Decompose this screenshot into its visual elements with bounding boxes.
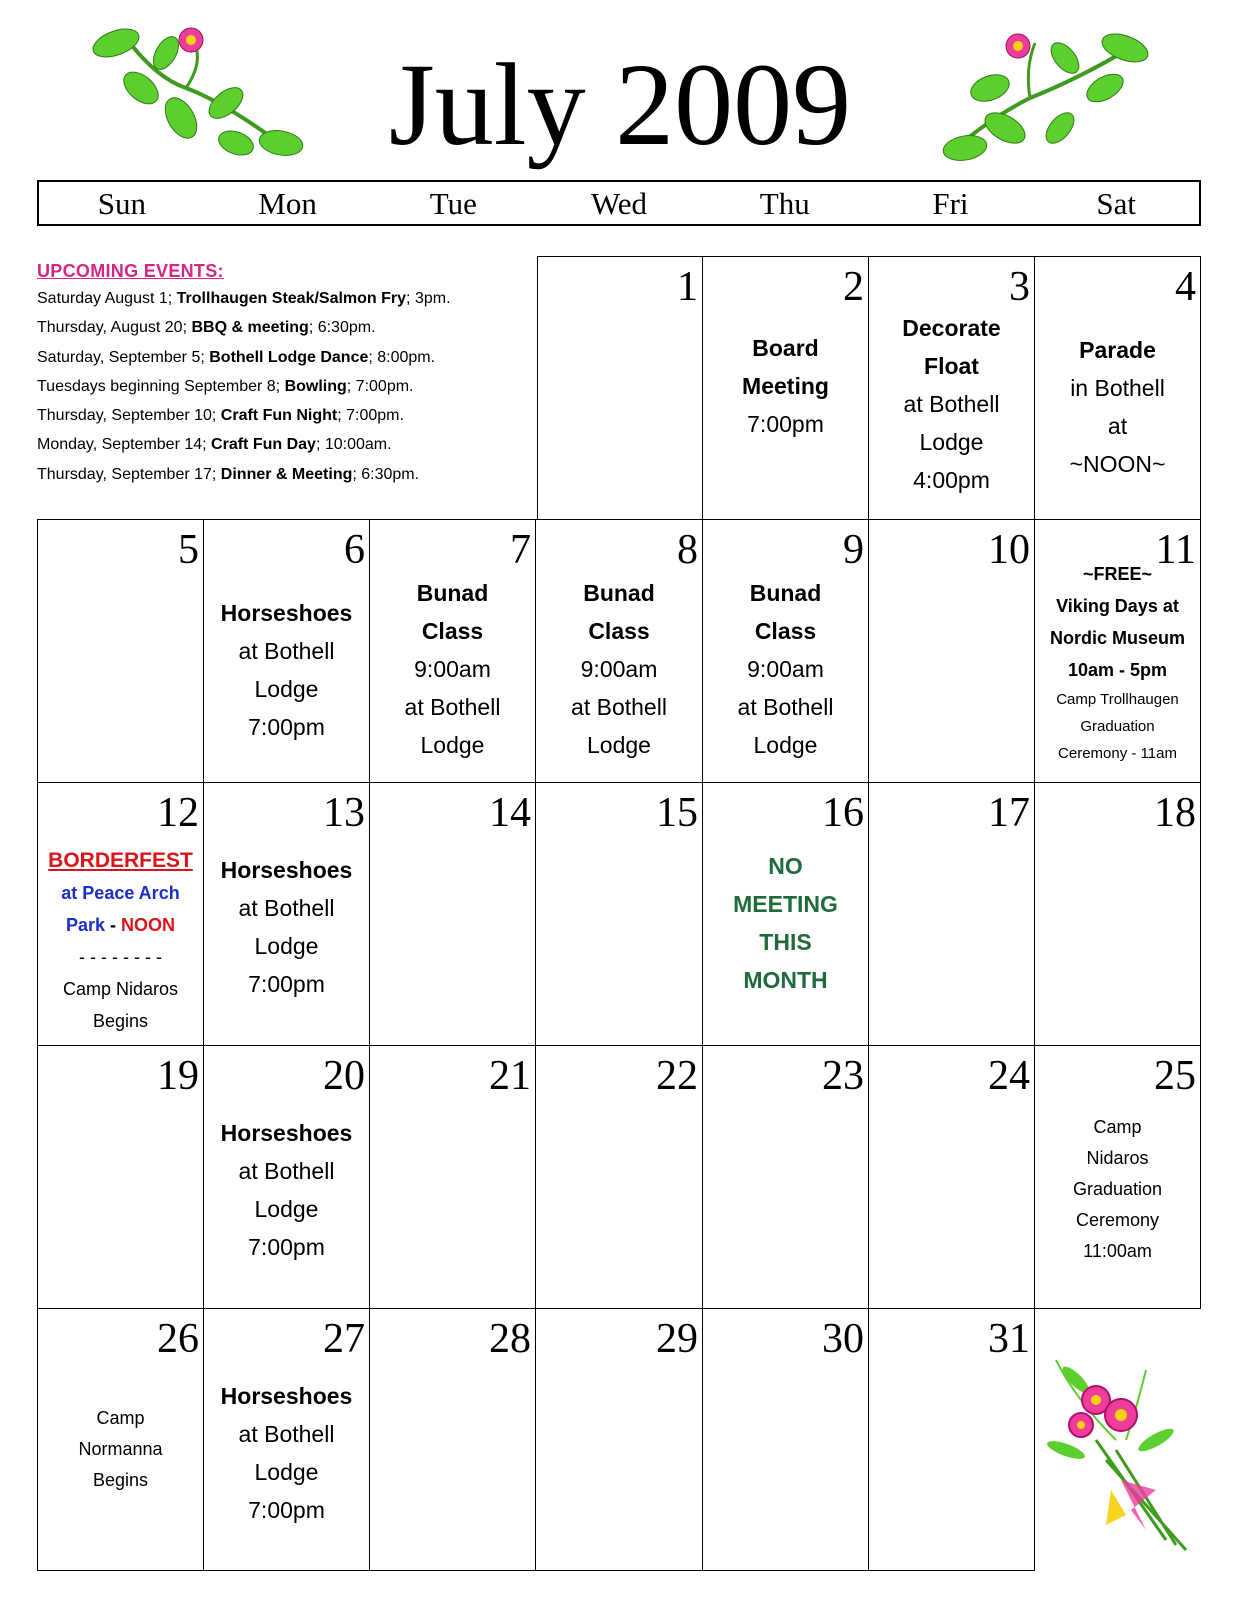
event-text: at — [1107, 413, 1128, 439]
event-title: Class — [421, 618, 484, 644]
day-cell-4 — [1034, 256, 1201, 520]
day-number: 7 — [510, 527, 531, 573]
upcoming-events-heading: UPCOMING EVENTS: — [37, 261, 224, 281]
notice-text: THIS — [759, 929, 812, 955]
event-text: Begins — [92, 1470, 149, 1490]
event-text: Ceremony - 11am — [1058, 745, 1177, 762]
day-cell-12 — [37, 782, 204, 1046]
day-number: 25 — [1154, 1053, 1196, 1099]
day-number: 22 — [656, 1053, 698, 1099]
day-cell-21 — [369, 1045, 536, 1309]
weekday-mon: Mon — [258, 186, 317, 221]
notice-text: NO — [768, 853, 803, 879]
day-number: 29 — [656, 1316, 698, 1362]
day-cell-5 — [37, 519, 204, 783]
event-time: 7:00pm — [248, 1234, 325, 1260]
weekday-fri: Fri — [932, 186, 969, 221]
event-item: Monday, September 14; Craft Fun Day; 10:00am. — [37, 436, 392, 454]
event-text: Nidaros — [1086, 1148, 1149, 1168]
day-number: 13 — [323, 790, 365, 836]
borderfest-title: BORDERFEST — [48, 849, 193, 872]
event-text: at Bothell — [903, 391, 1000, 417]
event-text: Graduation — [1072, 1179, 1163, 1199]
day-cell-20 — [203, 1045, 370, 1309]
event-text: Camp Nidaros — [62, 979, 179, 999]
event-title: Bunad — [416, 580, 489, 606]
event-text: Lodge — [420, 732, 485, 758]
day-number: 30 — [822, 1316, 864, 1362]
event-text: at Bothell — [238, 895, 335, 921]
event-time: ~NOON~ — [1069, 451, 1166, 477]
day-number: 15 — [656, 790, 698, 836]
day-cell-1 — [537, 256, 703, 520]
event-title: Horseshoes — [220, 600, 353, 626]
event-title: Decorate — [902, 315, 1001, 341]
upcoming-events — [37, 258, 537, 489]
day-cell-19 — [37, 1045, 204, 1309]
event-text: Camp — [1093, 1117, 1142, 1137]
day-number: 12 — [157, 790, 199, 836]
day-number: 24 — [988, 1053, 1030, 1099]
event-text: at Bothell — [238, 1421, 335, 1447]
day-cell-28 — [369, 1308, 536, 1571]
flower-bouquet-icon — [1036, 1340, 1206, 1560]
event-text: at Bothell — [238, 638, 335, 664]
weekday-wed: Wed — [590, 186, 648, 221]
event-time: 7:00pm — [248, 971, 325, 997]
day-number: 4 — [1175, 264, 1196, 310]
day-cell-18 — [1034, 782, 1201, 1046]
event-text: at Bothell — [404, 694, 501, 720]
day-number: 21 — [489, 1053, 531, 1099]
day-cell-7 — [369, 519, 536, 783]
event-title: Bunad — [583, 580, 655, 606]
day-cell-17 — [868, 782, 1035, 1046]
day-cell-3 — [868, 256, 1035, 520]
event-title: Parade — [1079, 337, 1156, 363]
flower-vine-icon — [930, 18, 1160, 168]
day-number: 20 — [323, 1053, 365, 1099]
event-text: Lodge — [753, 732, 818, 758]
event-text: Camp — [96, 1408, 145, 1428]
day-number: 2 — [843, 264, 864, 310]
event-text: Camp Trollhaugen — [1056, 691, 1179, 708]
calendar-title: July 2009 — [388, 39, 852, 170]
event-text: Park - NOON — [65, 915, 176, 935]
event-text: Ceremony — [1075, 1210, 1160, 1230]
event-time: 9:00am — [580, 656, 658, 682]
event-time: 4:00pm — [913, 467, 990, 493]
day-number: 19 — [157, 1053, 199, 1099]
event-time: 7:00pm — [747, 411, 824, 437]
event-time: 7:00pm — [248, 1497, 325, 1523]
day-cell-16 — [702, 782, 869, 1046]
event-text: Lodge — [254, 676, 319, 702]
event-text: at Peace Arch — [61, 883, 180, 903]
event-title: Nordic Museum — [1049, 628, 1186, 648]
day-cell-29 — [535, 1308, 703, 1571]
event-text: Lodge — [919, 429, 984, 455]
day-number: 17 — [988, 790, 1030, 836]
event-text: Normanna — [78, 1439, 163, 1459]
event-title: Meeting — [742, 373, 829, 399]
event-item: Saturday August 1; Trollhaugen Steak/Salmon Fry; 3pm. — [37, 290, 451, 307]
day-number: 14 — [489, 790, 531, 836]
notice-text: MEETING — [733, 891, 838, 917]
flower-vine-icon — [86, 18, 316, 168]
event-time: 9:00am — [747, 656, 824, 682]
day-number: 10 — [988, 527, 1030, 573]
event-time: 7:00pm — [248, 714, 325, 740]
day-number: 31 — [988, 1316, 1030, 1362]
day-cell-27 — [203, 1308, 370, 1571]
event-text: at Bothell — [737, 694, 834, 720]
day-number: 26 — [157, 1316, 199, 1362]
event-item: Tuesdays beginning September 8; Bowling; 7:00pm. — [37, 377, 414, 395]
event-text: at Bothell — [571, 694, 667, 720]
day-cell-13 — [203, 782, 370, 1046]
event-item: Thursday, September 10; Craft Fun Night; 7:00pm. — [37, 407, 404, 425]
event-title: Horseshoes — [220, 1120, 353, 1146]
event-text: at Bothell — [238, 1158, 335, 1184]
weekday-sat: Sat — [1096, 186, 1136, 221]
event-text: Lodge — [254, 1196, 319, 1222]
day-cell-26 — [37, 1308, 204, 1571]
day-cell-30 — [702, 1308, 869, 1571]
weekday-sun: Sun — [97, 186, 146, 221]
event-title: Class — [754, 618, 817, 644]
day-number: 5 — [178, 527, 199, 573]
weekday-tue: Tue — [429, 186, 477, 221]
day-number: 27 — [323, 1316, 365, 1362]
day-number: 3 — [1009, 264, 1030, 310]
day-cell-10 — [868, 519, 1035, 783]
day-number: 1 — [677, 264, 698, 310]
event-item: Thursday, September 17; Dinner & Meeting; 6:30pm. — [37, 465, 420, 483]
event-text: Lodge — [587, 732, 651, 758]
event-time: 9:00am — [414, 656, 491, 682]
event-time: 11:00am — [1083, 1241, 1152, 1261]
day-cell-8 — [535, 519, 703, 783]
day-number: 16 — [822, 790, 864, 836]
event-title: Horseshoes — [220, 1383, 353, 1409]
event-text: Begins — [92, 1011, 149, 1031]
day-cell-31 — [868, 1308, 1035, 1571]
day-number: 6 — [344, 527, 365, 573]
weekday-header — [37, 180, 1201, 226]
day-cell-15 — [535, 782, 703, 1046]
event-text: Graduation — [1080, 718, 1155, 735]
event-title: Horseshoes — [220, 857, 353, 883]
event-text: Lodge — [254, 1459, 319, 1485]
day-cell-6 — [203, 519, 370, 783]
divider-text: - - - - - - - - — [79, 947, 162, 967]
day-cell-23 — [702, 1045, 869, 1309]
event-title: Bunad — [749, 580, 822, 606]
day-number: 28 — [489, 1316, 531, 1362]
event-item: Thursday, August 20; BBQ & meeting; 6:30pm. — [37, 319, 376, 337]
day-cell-22 — [535, 1045, 703, 1309]
event-title: Class — [588, 618, 650, 644]
day-number: 23 — [822, 1053, 864, 1099]
day-number: 18 — [1154, 790, 1196, 836]
event-title: Board — [752, 335, 819, 361]
day-cell-24 — [868, 1045, 1035, 1309]
event-text: in Bothell — [1070, 375, 1165, 401]
event-title: Float — [924, 353, 979, 379]
event-title: ~FREE~ — [1082, 564, 1153, 584]
event-time: 10am - 5pm — [1067, 660, 1168, 680]
weekday-thu: Thu — [759, 186, 810, 221]
day-cell-9 — [702, 519, 869, 783]
day-number: 11 — [1155, 527, 1196, 573]
day-number: 9 — [843, 527, 864, 573]
notice-text: MONTH — [743, 967, 828, 993]
day-number: 8 — [677, 527, 698, 573]
day-cell-25 — [1034, 1045, 1201, 1309]
day-cell-11 — [1034, 519, 1201, 783]
day-cell-14 — [369, 782, 536, 1046]
event-text: Lodge — [254, 933, 319, 959]
event-title: Viking Days at — [1056, 596, 1179, 616]
event-item: Saturday, September 5; Bothell Lodge Dance; 8:00pm. — [37, 348, 436, 366]
day-cell-2 — [702, 256, 869, 520]
